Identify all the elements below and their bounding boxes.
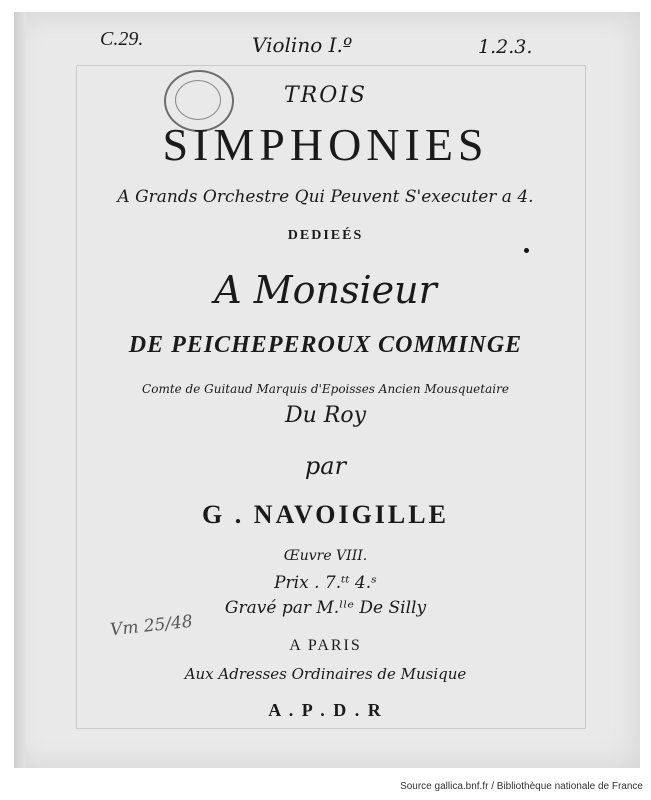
privilege: A . P . D . R	[268, 700, 383, 720]
dedicatee-intro: A Monsieur	[214, 268, 437, 312]
symphony-numbers: 1.2.3.	[478, 36, 533, 58]
engraver: Gravé par M.ˡˡᵉ De Silly	[224, 598, 427, 618]
by-word: par	[304, 452, 347, 480]
source-attribution: Source gallica.bnf.fr / Bibliothèque nationale de France	[400, 781, 643, 792]
ink-dot	[524, 248, 529, 253]
opus-number: Œuvre VIII.	[283, 548, 368, 564]
dedicatee-roy: Du Roy	[284, 403, 367, 428]
shelf-reference: C.29.	[100, 28, 144, 50]
composer-name: G . NAVOIGILLE	[202, 500, 449, 529]
part-label: Violino I.º	[252, 33, 353, 57]
title-small: TROIS	[283, 83, 368, 108]
dedicatee-titles: Comte de Guitaud Marquis d'Epoisses Ancien Mousquetaire	[142, 382, 509, 396]
dedication-word: DEDIEÉS	[287, 228, 364, 243]
price: Prix . 7.ᵗᵗ 4.ˢ	[274, 573, 377, 593]
title-main: SIMPHONIES	[162, 119, 489, 170]
pencil-shelfmark: Vm 25/48	[109, 611, 194, 641]
addresses: Aux Adresses Ordinaires de Musique	[184, 665, 467, 683]
dedicatee-name: DE PEICHEPEROUX COMMINGE	[128, 332, 523, 358]
subtitle: A Grands Orchestre Qui Peuvent S'executer a 4.	[117, 187, 534, 207]
city: A PARIS	[289, 637, 362, 654]
